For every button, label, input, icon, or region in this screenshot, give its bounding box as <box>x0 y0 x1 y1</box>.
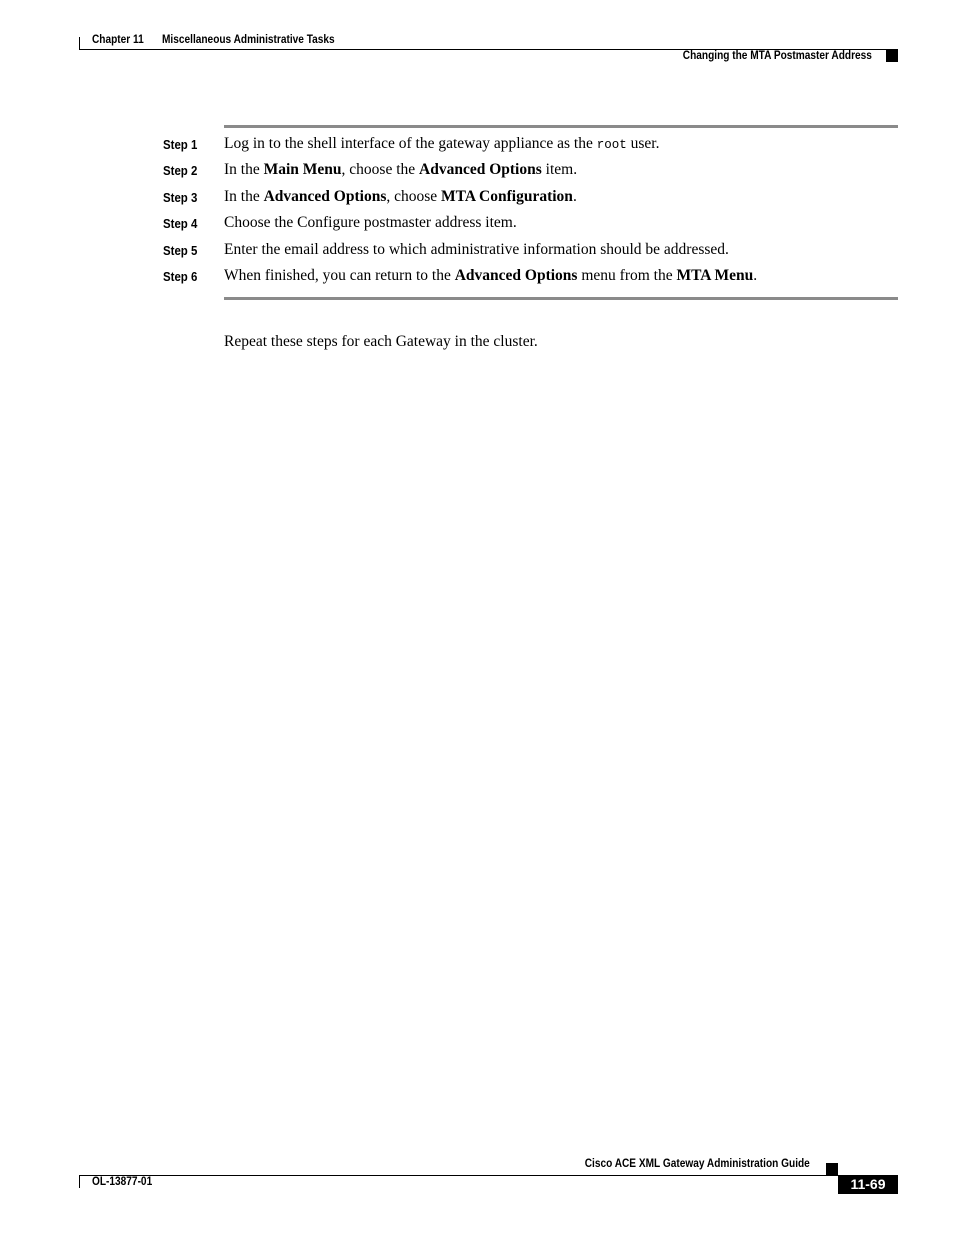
step-label: Step 3 <box>163 190 198 205</box>
ui-term: Advanced Options <box>454 267 578 284</box>
step-text-run: . <box>753 267 758 284</box>
step-label: Step 5 <box>163 243 198 258</box>
step-label: Step 4 <box>163 216 198 231</box>
step-label: Step 6 <box>163 269 198 284</box>
step-text-run: , choose <box>386 188 442 205</box>
doc-number: OL-13877-01 <box>92 1176 153 1188</box>
header-marker-square <box>886 50 898 62</box>
footer-rule <box>79 1175 838 1176</box>
procedure-top-rule <box>224 125 898 128</box>
step-text-run: In the <box>224 161 264 178</box>
step-text-run: When finished, you can return to the <box>224 267 455 284</box>
ui-term: Advanced Options <box>419 161 542 178</box>
ui-term: MTA Configuration <box>441 188 573 205</box>
step-label: Step 2 <box>163 163 198 178</box>
ui-term: MTA Menu <box>676 267 754 284</box>
step-label: Step 1 <box>163 137 198 152</box>
code-term: root <box>596 138 627 152</box>
step-text-run: menu from the <box>577 267 677 284</box>
footer-marker-square <box>826 1163 838 1175</box>
ui-term: Advanced Options <box>263 188 387 205</box>
page-number: 11-69 <box>838 1175 898 1194</box>
step-text <box>224 161 577 179</box>
step-text-run: Choose the Configure postmaster address item. <box>224 214 517 231</box>
procedure-bottom-rule <box>224 297 898 300</box>
step-text-run: item. <box>541 161 578 178</box>
body-paragraph: Repeat these steps for each Gateway in the cluster. <box>224 333 538 350</box>
step-text <box>224 135 659 153</box>
step-text-run: , choose the <box>341 161 420 178</box>
step-text <box>224 214 517 232</box>
step-text-run: Enter the email address to which administrative information should be addressed. <box>224 241 729 258</box>
chapter-number: Chapter 11 <box>92 34 144 46</box>
step-text-run: user. <box>626 135 660 152</box>
step-text-run: In the <box>224 188 264 205</box>
guide-title: Cisco ACE XML Gateway Administration Guide <box>584 1158 810 1170</box>
step-text-run: . <box>572 188 577 205</box>
footer-left-bar <box>79 1175 80 1188</box>
step-text <box>224 188 577 206</box>
chapter-title: Miscellaneous Administrative Tasks <box>162 34 335 46</box>
ui-term: Main Menu <box>263 161 342 178</box>
step-text <box>224 241 729 259</box>
step-text <box>224 267 757 285</box>
step-text-run: Log in to the shell interface of the gateway appliance as the <box>224 135 597 152</box>
section-title: Changing the MTA Postmaster Address <box>682 50 872 62</box>
